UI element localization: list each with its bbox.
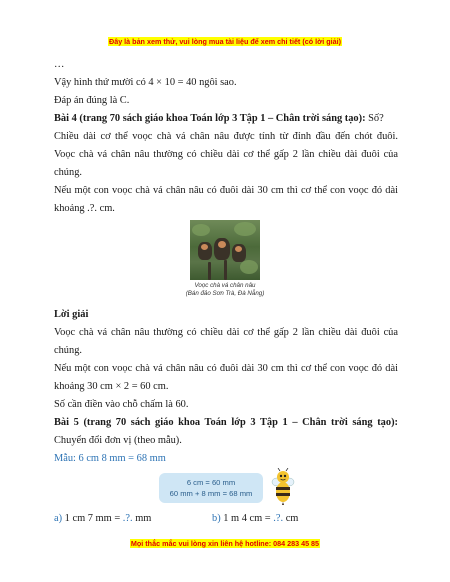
bai4-line-1: Chiều dài cơ thể voọc chà vá chân nâu được tính từ đỉnh đầu đến chót đuôi.: [54, 131, 398, 142]
question-b-blank: .?.: [273, 513, 284, 524]
preview-notice-header: [0, 37, 450, 46]
question-b: [212, 512, 298, 525]
solution-line-5: Số cần điền vào chỗ chấm là 60.: [54, 399, 189, 410]
answer-line: Đáp án đúng là C.: [54, 95, 130, 106]
example-box-line-2: 60 mm + 8 mm = 68 mm: [169, 489, 253, 498]
example-line: Mẫu: 6 cm 8 mm = 68 mm: [54, 453, 166, 464]
bai4-title: Bài 4 (trang 70 sách giáo khoa Toán lớp 3 Tập 1 – Chân trời sáng tạo):: [54, 113, 366, 124]
solution-line-3: Nếu một con voọc chà vá chân nâu có đuôi dài 30 cm thì cơ thể con voọc đó dài: [54, 363, 398, 374]
question-b-text: 1 m 4 cm =: [220, 513, 274, 524]
hotline-footer: [0, 539, 450, 548]
question-a: [54, 512, 151, 525]
photo-caption-1: Voọc chà vá chân nâu: [194, 282, 256, 289]
photo-caption-2: (Bán đảo Sơn Trà, Đà Nẵng): [185, 290, 265, 297]
question-b-unit: cm: [283, 513, 299, 524]
ellipsis: …: [54, 59, 65, 70]
bai4-line-5: khoảng .?. cm.: [54, 203, 115, 214]
solution-line-4: khoảng 30 cm × 2 = 60 cm.: [54, 381, 169, 392]
bee-icon: [271, 468, 295, 506]
solution-heading: Lời giải: [54, 309, 89, 320]
hotline-text: Mọi thắc mắc vui lòng xin liên hệ hotline: 084 283 45 85: [130, 539, 320, 548]
bai4-question: Số?: [365, 113, 384, 124]
star-count-line: Vậy hình thứ mười có 4 × 10 = 40 ngôi sao.: [54, 77, 237, 88]
monkey-photo: [190, 220, 260, 280]
question-a-label: a): [54, 513, 63, 524]
solution-line-2: chúng.: [54, 345, 82, 356]
bai5-title: Bài 5 (trang 70 sách giáo khoa Toán lớp 3 Tập 1 – Chân trời sáng tạo):: [54, 417, 398, 428]
example-box-line-1: 6 cm = 60 mm: [186, 478, 236, 487]
solution-line-1: Voọc chà vá chân nâu thường có chiều dài cơ thể gấp 2 lần chiều dài đuôi của: [54, 327, 398, 338]
question-a-text: 1 cm 7 mm =: [62, 513, 123, 524]
bai5-instruction: Chuyển đổi đơn vị (theo mẫu).: [54, 435, 182, 446]
preview-notice-text: Đây là bản xem thử, vui lòng mua tài liệu để xem chi tiết (có lời giải): [109, 37, 341, 46]
bai4-line-4: Nếu một con voọc chà vá chân nâu có đuôi dài 30 cm thì cơ thể con voọc đó dài: [54, 185, 398, 196]
bai4-line-3: chúng.: [54, 167, 82, 178]
bai4-heading: [54, 112, 384, 125]
example-box: [159, 473, 263, 503]
question-b-label: b): [212, 513, 221, 524]
bai4-line-2: Voọc chà vá chân nâu thường có chiều dài cơ thể gấp 2 lần chiều dài đuôi của: [54, 149, 398, 160]
question-a-blank: .?.: [122, 513, 133, 524]
question-a-unit: mm: [132, 513, 152, 524]
